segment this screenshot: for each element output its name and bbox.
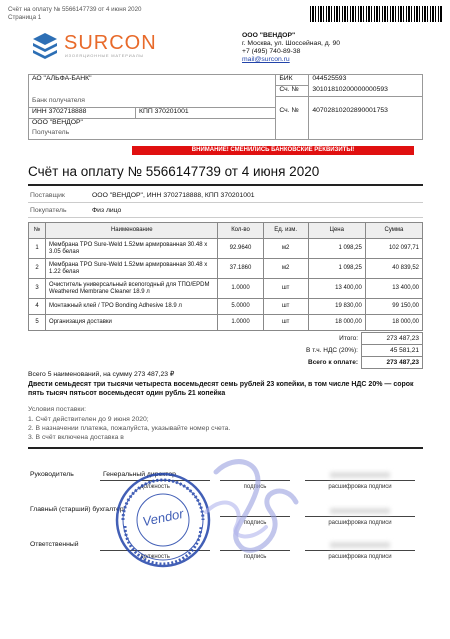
row-unit: шт [263, 315, 308, 331]
buyer-value: Физ лицо [92, 207, 122, 214]
row-unit: шт [263, 299, 308, 315]
bik-value: 044525593 [309, 75, 423, 86]
accountant-decode-caption: расшифровка подписи [328, 520, 392, 526]
row-sum: 13 400,00 [365, 279, 422, 299]
logo-tagline: ИЗОЛЯЦИОННЫЕ МАТЕРИАЛЫ [65, 53, 144, 58]
bank-name: АО "АЛЬФА-БАНК" [29, 75, 276, 86]
row-price: 1 098,25 [308, 239, 365, 259]
responsible-position-caption: должность [140, 554, 170, 560]
kpp-value: 370201001 [154, 107, 189, 115]
signature-scribble [196, 452, 306, 562]
logo-name: SURCON [64, 32, 157, 54]
vendor-phone: +7 (495) 740-89-38 [242, 48, 301, 55]
responsible-decode-caption: расшифровка подписи [328, 554, 392, 560]
row-unit: м2 [263, 239, 308, 259]
head-position: Генеральный директор [103, 471, 176, 478]
items-table [28, 222, 423, 331]
row-sum: 18 000,00 [365, 315, 422, 331]
head-sign-caption: подпись [243, 484, 267, 490]
recipient-caption: Получатель [29, 129, 276, 140]
supplier-value: ООО "ВЕНДОР", ИНН 3702718888, КПП 370201001 [92, 192, 255, 199]
col-unit: Ед. изм. [263, 223, 308, 239]
totals-table [250, 332, 423, 369]
condition-item-1: 1. Счёт действителен до 9 июня 2020; [28, 416, 149, 423]
bik-label: БИК [276, 75, 309, 86]
buyer-label: Покупатель [30, 207, 67, 214]
pay-value: 273 487,23 [362, 357, 423, 369]
vendor-email[interactable]: mail@surcon.ru [242, 56, 290, 63]
bank-caption: Банк получателя [29, 97, 276, 108]
row-num: 1 [29, 239, 46, 259]
items-count-line: Всего 5 наименований, на сумму 273 487,23 ₽ [28, 371, 175, 378]
accountant-sign-caption: подпись [243, 520, 267, 526]
row-price: 19 830,00 [308, 299, 365, 315]
row-qty: 92.9640 [218, 239, 263, 259]
col-price: Цена [308, 223, 365, 239]
row-unit: м2 [263, 259, 308, 279]
table-row [29, 299, 423, 315]
logo [30, 30, 160, 60]
condition-item-2: 2. В назначении платежа, пожалуйста, указывайте номер счета. [28, 425, 231, 432]
vendor-address: г. Москва, ул. Шоссейная, д. 90 [242, 40, 341, 47]
logo-icon [30, 30, 60, 60]
row-sum: 40 839,52 [365, 259, 422, 279]
row-sum: 102 097,71 [365, 239, 422, 259]
header-page-line: Страница 1 [8, 14, 42, 21]
row-name: Мембрана TPO Sure-Weld 1.52мм армированная 30.48 х 3.05 белая [46, 239, 218, 259]
row-name: Очиститель универсальный всепогодный для ТПО/EPDM Weathered Membrane Cleaner 18.9 л [46, 279, 218, 299]
corr-value: 30101810200000000593 [309, 86, 423, 97]
row-unit: шт [263, 279, 308, 299]
vendor-name: ООО "ВЕНДОР" [242, 32, 296, 39]
header-doc-line: Счёт на оплату № 5566147739 от 4 июня 2020 [8, 6, 142, 13]
vendor-block [242, 32, 442, 64]
col-num: № [29, 223, 46, 239]
row-name: Монтажный клей / TPO Bonding Adhesive 18.9 л [46, 299, 218, 315]
amount-in-words: Двести семьдесят три тысячи четыреста восемьдесят семь рублей 23 копейки, в том числе НДС 20% — сорок пять тысяч пятьсот восемьдесят один рубль 21 копейка [28, 381, 414, 397]
row-qty: 1.0000 [218, 315, 263, 331]
row-name: Организация доставки [46, 315, 218, 331]
table-row [29, 315, 423, 331]
row-num: 4 [29, 299, 46, 315]
vat-label: В т.ч. НДС (20%): [306, 347, 358, 354]
col-name: Наименование [46, 223, 218, 239]
inn-value: 3702718888 [48, 107, 87, 115]
row-name: Мембрана TPO Sure-Weld 1.52мм армированная 30.48 х 1.22 белая [46, 259, 218, 279]
col-qty: Кол-во [218, 223, 263, 239]
bank-details [28, 74, 423, 140]
head-name-blurred [330, 472, 390, 478]
col-sum: Сумма [365, 223, 422, 239]
recipient-name: ООО "ВЕНДОР" [29, 118, 276, 129]
supplier-label: Поставщик [30, 192, 65, 199]
inn-label: ИНН [32, 107, 47, 115]
responsible-name-blurred [330, 542, 390, 548]
acc-value: 40702810202890001753 [309, 107, 423, 118]
invoice-title: Счёт на оплату № 5566147739 от 4 июня 2020 [28, 164, 320, 179]
head-position-caption: должность [140, 484, 170, 490]
acc-label: Сч. № [276, 107, 309, 118]
party-divider-2 [28, 217, 423, 218]
barcode [310, 6, 442, 22]
condition-item-3: 3. В счёт включена доставка в [28, 434, 124, 441]
table-row [29, 279, 423, 299]
head-decode-caption: расшифровка подписи [328, 484, 392, 490]
head-label: Руководитель [30, 471, 74, 478]
row-qty: 5.0000 [218, 299, 263, 315]
row-num: 3 [29, 279, 46, 299]
bank-change-alert: ВНИМАНИЕ! СМЕНИЛИСЬ БАНКОВСКИЕ РЕКВИЗИТЫ! [132, 146, 414, 155]
responsible-label: Ответственный [30, 541, 79, 548]
total-label: Итого: [339, 335, 358, 342]
title-rule [28, 184, 423, 186]
row-num: 2 [29, 259, 46, 279]
accountant-name-blurred [330, 508, 390, 514]
stamp-text: Vendor [141, 505, 185, 530]
items-header-row [29, 223, 423, 239]
corr-label: Сч. № [276, 86, 309, 97]
total-value: 273 487,23 [362, 333, 423, 345]
row-price: 18 000,00 [308, 315, 365, 331]
party-divider-1 [28, 202, 423, 203]
row-num: 5 [29, 315, 46, 331]
row-price: 13 400,00 [308, 279, 365, 299]
conditions-title: Условия поставки: [28, 406, 87, 413]
table-row [29, 239, 423, 259]
row-qty: 1.0000 [218, 279, 263, 299]
accountant-label: Главный (старший) бухгалтер [30, 506, 124, 513]
table-row [29, 259, 423, 279]
pay-label: Всего к оплате: [308, 359, 358, 366]
responsible-sign-caption: подпись [243, 554, 267, 560]
kpp-label: КПП [139, 107, 153, 115]
conditions-rule [28, 447, 423, 449]
row-price: 1 098,25 [308, 259, 365, 279]
vat-value: 45 581,21 [362, 345, 423, 357]
row-sum: 99 150,00 [365, 299, 422, 315]
row-qty: 37.1860 [218, 259, 263, 279]
